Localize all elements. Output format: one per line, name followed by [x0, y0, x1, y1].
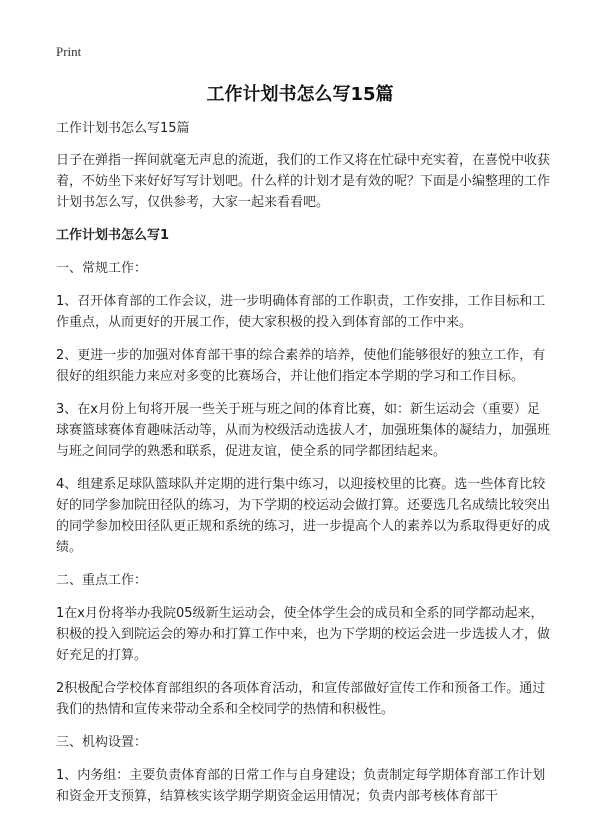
- heading-organization: 三、机构设置：: [56, 735, 148, 750]
- paragraph: 1、内务组：主要负责体育部的日常工作与自身建设；负责制定每学期体育部工作计划和资金开支预算，结算核实该学期学期资金运用情况；负责内部考核体育部干: [56, 768, 546, 804]
- paragraph: 4、组建系足球队篮球队并定期的进行集中练习，以迎接校里的比赛。选一些体育比较好的同学参加院田径队的练习，为下学期的校运动会做打算。还要选几名成绩比较突出的同学参加校田径队更正规和系统的练习，进一步提高个人的素养以为系取得更好的成绩。: [56, 477, 551, 555]
- paragraph: 2、更进一步的加强对体育部干事的综合素养的培养，使他们能够很好的独立工作，有很好的组织能力来应对多变的比赛场合，并让他们指定本学期的学习和工作目标。: [56, 348, 546, 384]
- print-link[interactable]: Print: [56, 44, 82, 59]
- article-body: [56, 118, 550, 819]
- page-title: 工作计划书怎么写15篇: [206, 84, 394, 105]
- paragraph: 1、召开体育部的工作会议，进一步明确体育部的工作职责，工作安排，工作目标和工作重点，从而更好的开展工作，使大家积极的投入到体育部的工作中来。: [56, 294, 546, 330]
- section-title: 工作计划书怎么写1: [56, 228, 170, 243]
- article-subtitle: 工作计划书怎么写15篇: [56, 121, 190, 136]
- paragraph: 1在x月份将举办我院05级新生运动会，使全体学生会的成员和全系的同学都动起来，积极的投入到院运会的筹办和打算工作中来，也为下学期的校运会进一步选拔人才，做好充足的打算。: [56, 606, 551, 663]
- heading-key-work: 二、重点工作：: [56, 573, 148, 588]
- paragraph: 3、在x月份上旬将开展一些关于班与班之间的体育比赛，如：新生运动会（重要）足球赛篮球赛体育趣味活动等，从而为校级活动选拔人才，加强班集体的凝结力，加强班与班之间同学的熟悉和联系，促进友谊，使全系的同学都团结起来。: [56, 402, 551, 459]
- paragraph: 2积极配合学校体育部组织的各项体育活动，和宣传部做好宣传工作和预备工作。通过我们的热情和宣传来带动全系和全校同学的热情和积极性。: [56, 681, 546, 717]
- intro-paragraph: 日子在弹指一挥间就毫无声息的流逝，我们的工作又将在忙碌中充实着，在喜悦中收获着，不妨坐下来好好写写计划吧。什么样的计划才是有效的呢？下面是小编整理的工作计划书怎么写，仅供参考，大家一起来看看吧。: [56, 153, 551, 210]
- heading-routine-work: 一、常规工作：: [56, 261, 148, 276]
